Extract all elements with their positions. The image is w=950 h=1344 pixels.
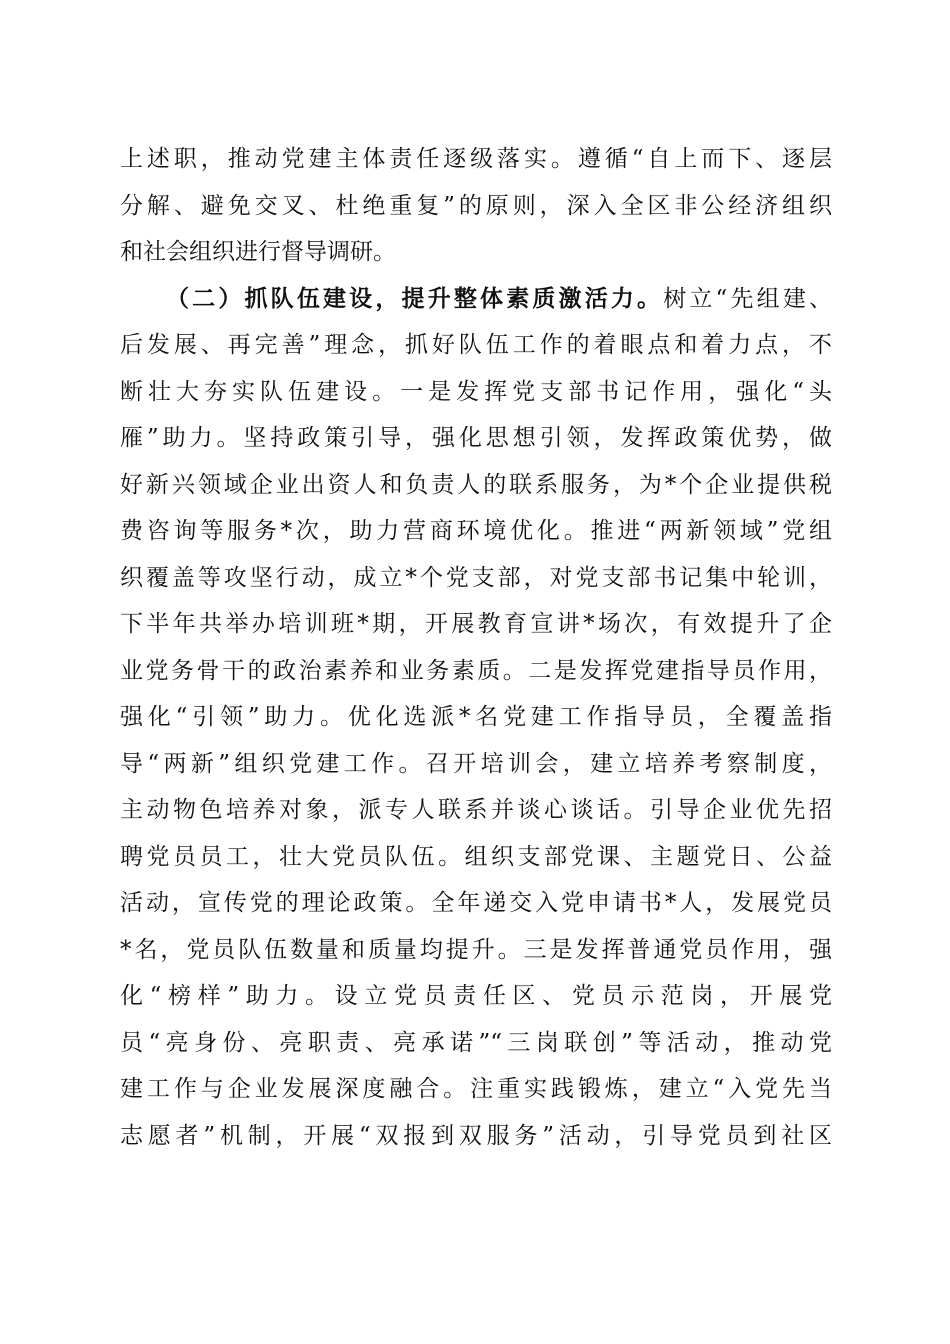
paragraph-2-line-1 [120,276,832,323]
paragraph-2-line-7: 织覆盖等攻坚行动，成立*个党支部，对党支部书记集中轮训， [120,564,832,591]
section-heading: （二）抓队伍建设，提升整体素质激活力。 [166,284,664,312]
paragraph-1-line-1: 上述职，推动党建主体责任逐级落实。遵循“自上而下、逐层 [120,146,832,172]
paragraph-2-line-13: 聘党员员工，壮大党员队伍。组织支部党课、主题党日、公益 [120,843,832,870]
paragraph-2-line-8: 下半年共举办培训班*期，开展教育宣讲*场次，有效提升了企 [120,611,832,637]
paragraph-2-line-17: 员“亮身份、亮职责、亮承诺”“三岗联创”等活动，推动党 [120,1029,832,1056]
paragraph-2-line-16: 化“榜样”助力。设立党员责任区、党员示范岗，开展党 [120,983,832,1009]
paragraph-2-line-1-rest: 树立“先组建、 [663,285,832,312]
paragraph-2-line-3: 断壮大夯实队伍建设。一是发挥党支部书记作用，强化“头 [120,378,832,405]
paragraph-2-line-10: 强化“引领”助力。优化选派*名党建工作指导员，全覆盖指 [120,704,832,730]
paragraph-2-line-14: 活动，宣传党的理论政策。全年递交入党申请书*人，发展党员 [120,890,832,916]
paragraph-2-line-4: 雁”助力。坚持政策引导，强化思想引领，发挥政策优势，做 [120,425,832,451]
paragraph-2-line-2: 后发展、再完善”理念，抓好队伍工作的着眼点和着力点，不 [120,332,832,358]
paragraph-2-line-12: 主动物色培养对象，派专人联系并谈心谈话。引导企业优先招 [120,797,832,823]
paragraph-2-line-19: 志愿者”机制，开展“双报到双服务”活动，引导党员到社区 [120,1122,832,1149]
paragraph-2-line-9: 业党务骨干的政治素养和业务素质。二是发挥党建指导员作用， [120,657,832,684]
paragraph-2-line-11: 导“两新”组织党建工作。召开培训会，建立培养考察制度， [120,750,832,777]
paragraph-2-line-18: 建工作与企业发展深度融合。注重实践锻炼，建立“入党先当 [120,1076,832,1102]
paragraph-1-line-3: 和社会组织进行督导调研。 [120,239,396,265]
body-text [120,136,832,1159]
paragraph-1-line-2: 分解、避免交叉、杜绝重复”的原则，深入全区非公经济组织 [120,192,832,219]
paragraph-2-line-5: 好新兴领域企业出资人和负责人的联系服务，为*个企业提供税 [120,471,832,498]
paragraph-2-line-6: 费咨询等服务*次，助力营商环境优化。推进“两新领域”党组 [120,518,832,544]
paragraph-2-line-15: *名，党员队伍数量和质量均提升。三是发挥普通党员作用，强 [120,936,832,963]
